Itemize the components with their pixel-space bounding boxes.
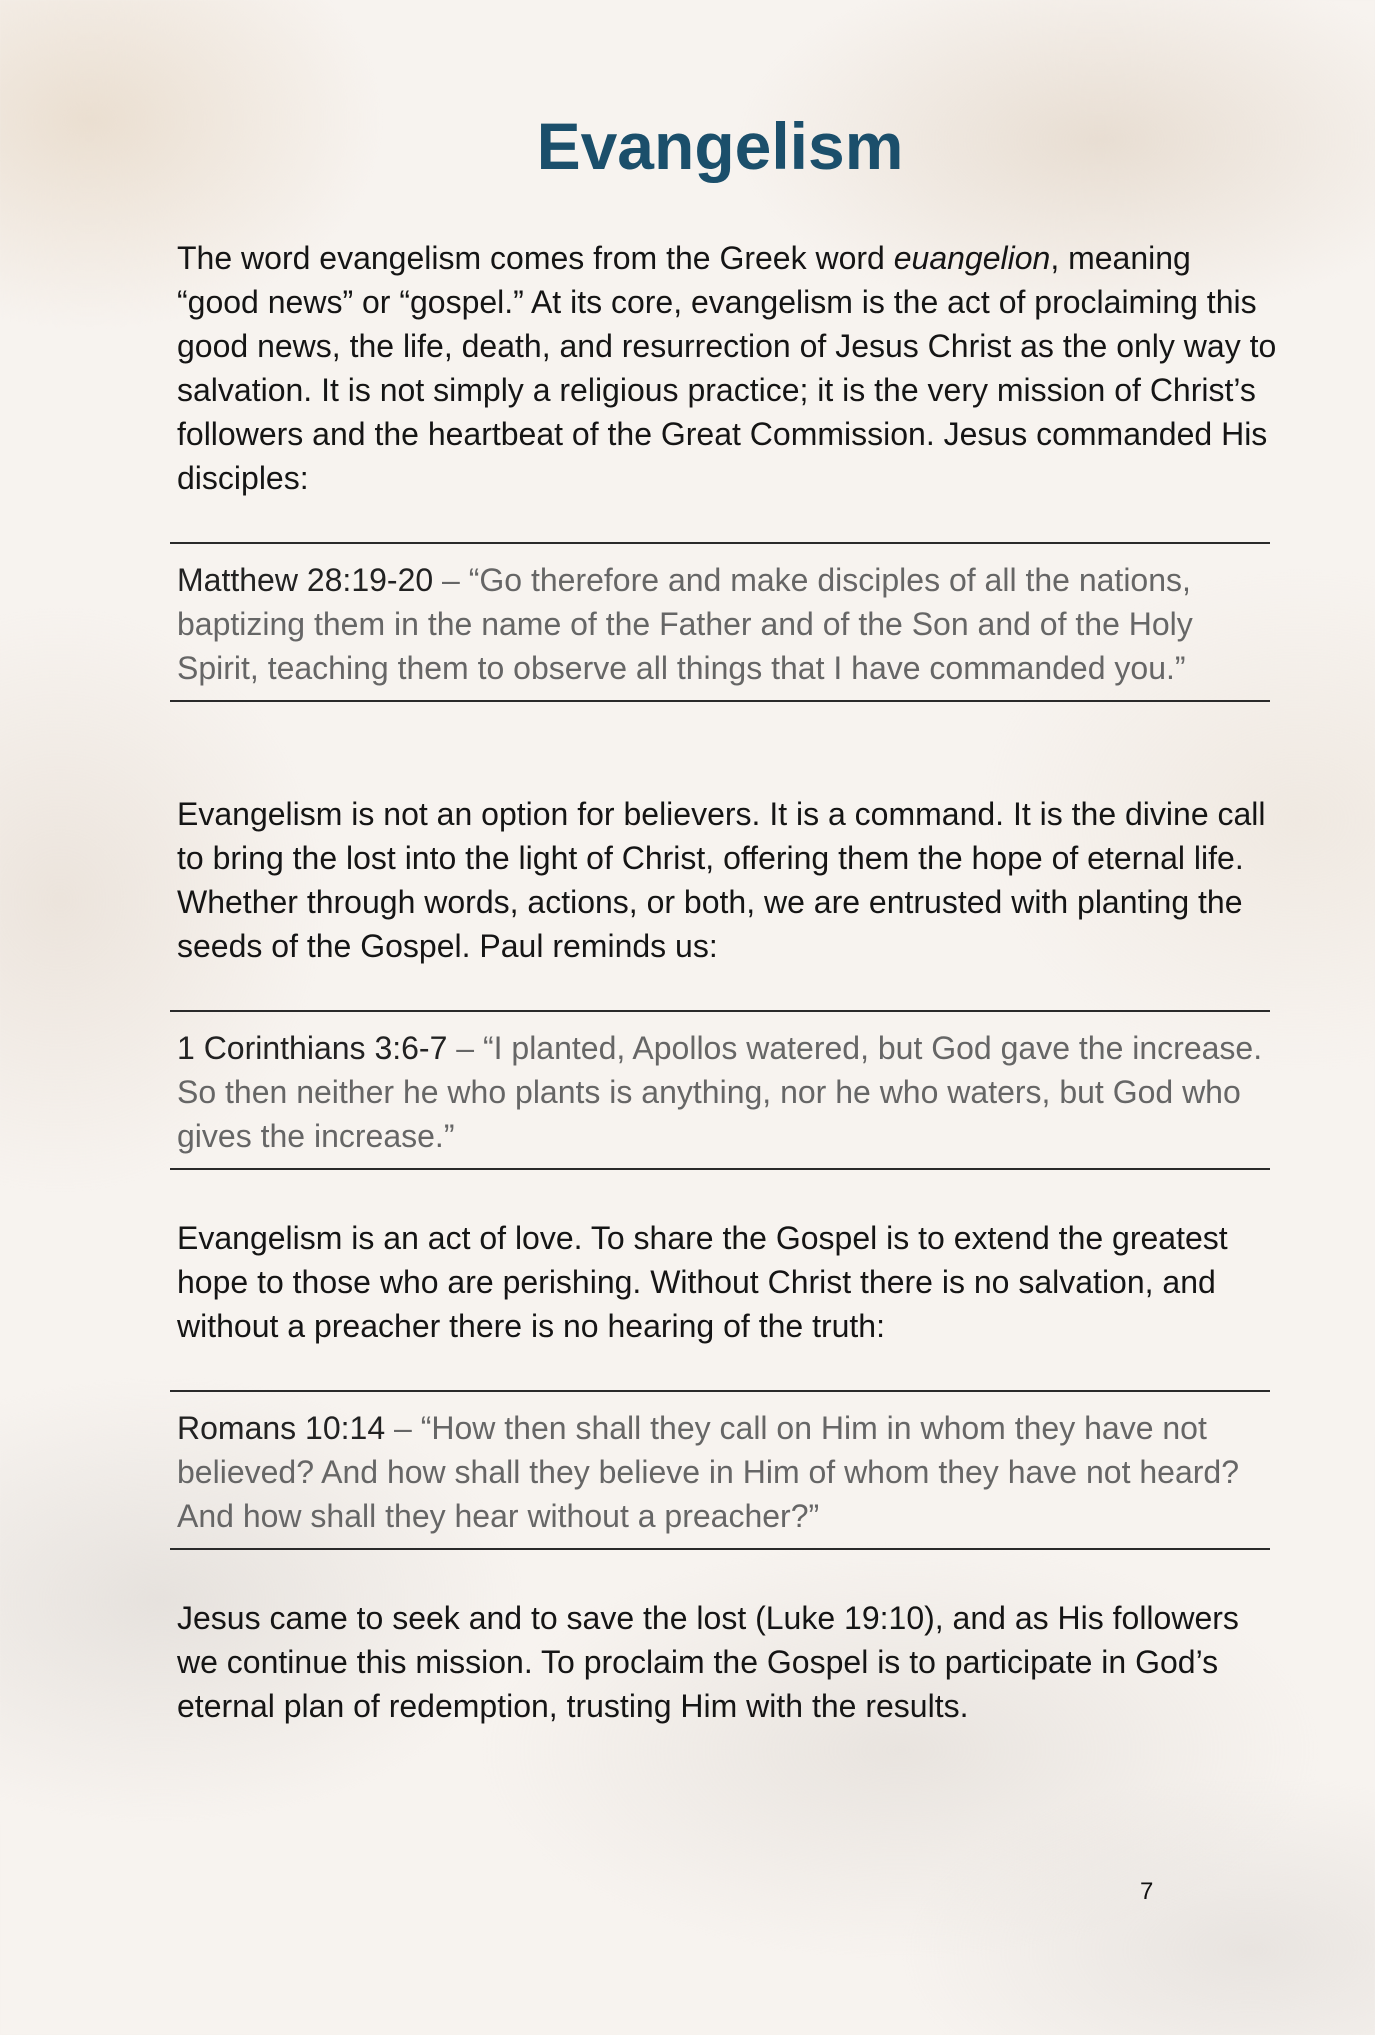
- intro-text-start: The word evangelism comes from the Greek word: [177, 240, 894, 276]
- scripture-quote-matthew: [170, 542, 1270, 702]
- scripture-reference: Romans 10:14: [177, 1410, 386, 1446]
- body-paragraph-love: Evangelism is an act of love. To share the Gospel is to extend the greatest hope to those who are perishing. Without Christ there is no salvation, and without a preacher there is no hearing of the truth:: [177, 1220, 1228, 1344]
- scripture-quote-corinthians: [170, 1010, 1270, 1170]
- scripture-separator: –: [433, 562, 469, 598]
- body-paragraph-mission: Jesus came to seek and to save the lost (Luke 19:10), and as His followers we continue this mission. To proclaim the Gospel is to participate in God’s eternal plan of redemption, trusting Him with the results.: [177, 1600, 1239, 1724]
- scripture-separator: –: [447, 1030, 483, 1066]
- scripture-text: “How then shall they call on Him in whom they have not believed? And how shall they believe in Him of whom they have not heard? And how shall they hear without a preacher?”: [177, 1410, 1239, 1534]
- page-title: Evangelism: [536, 109, 904, 183]
- body-paragraph-command: Evangelism is not an option for believers. It is a command. It is the divine call to bring the lost into the light of Christ, offering them the hope of eternal life. Whether through words, actions, or both, we are entrusted with planting the seeds of the Gospel. Paul reminds us:: [177, 796, 1266, 964]
- scripture-text: “I planted, Apollos watered, but God gave the increase. So then neither he who plants is anything, nor he who waters, but God who gives the increase.”: [177, 1030, 1263, 1154]
- page-number: 7: [1140, 1878, 1154, 1905]
- scripture-text: “Go therefore and make disciples of all the nations, baptizing them in the name of the Father and of the Son and of the Holy Spirit, teaching them to observe all things that I have commanded you.”: [177, 562, 1193, 686]
- scripture-reference: Matthew 28:19-20: [177, 562, 434, 598]
- intro-paragraph: [177, 236, 1277, 500]
- scripture-quote-romans: [170, 1390, 1270, 1550]
- intro-text-rest: , meaning “good news” or “gospel.” At its core, evangelism is the act of proclaiming this good news, the life, death, and resurrection of Jesus Christ as the only way to salvation. It is not simply a religious practice; it is the very mission of Christ’s followers and the heartbeat of the Great Commission. Jesus commanded His disciples:: [177, 240, 1277, 496]
- intro-italic-term: euangelion: [893, 240, 1051, 276]
- scripture-separator: –: [385, 1410, 421, 1446]
- scripture-reference: 1 Corinthians 3:6-7: [177, 1030, 448, 1066]
